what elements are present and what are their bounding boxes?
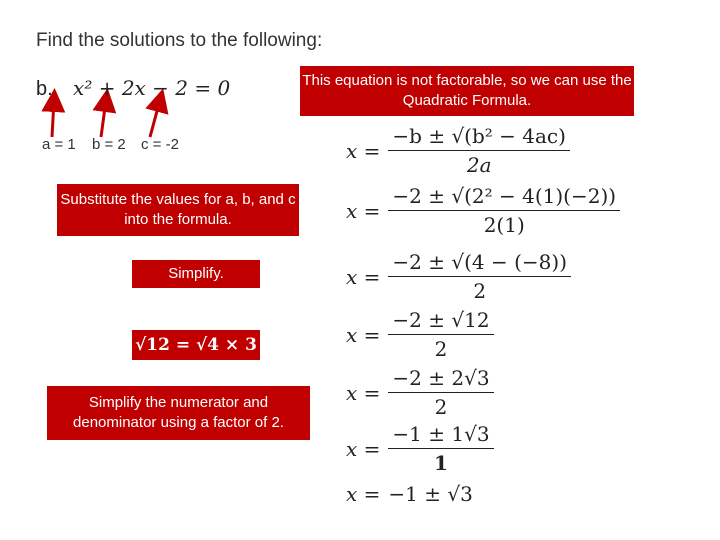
step-lhs: x = [346, 380, 381, 405]
step-denominator: 2 [473, 279, 487, 303]
note-substitute: Substitute the values for a, b, and c into the formula. [57, 184, 299, 236]
equation-text: x² + 2x − 2 = 0 [73, 76, 231, 100]
step-lhs: x = [346, 322, 381, 347]
step-3 [346, 250, 571, 303]
step-denominator: 1 [434, 451, 448, 475]
step-denominator: 2 [434, 395, 448, 419]
step-lhs: x = [346, 264, 381, 289]
step-numerator: −2 ± √(4 − (−8)) [388, 250, 571, 277]
page-title: Find the solutions to the following: [36, 30, 323, 51]
step-lhs: x = [346, 436, 381, 461]
step-denominator: 2(1) [483, 213, 525, 237]
step-5 [346, 366, 494, 419]
problem-equation [36, 76, 230, 101]
step-denominator: 2a [466, 153, 492, 177]
note-not-factorable: This equation is not factorable, so we can use the Quadratic Formula. [300, 66, 634, 116]
step-expression: −1 ± √3 [388, 482, 473, 506]
step-numerator: −2 ± 2√3 [388, 366, 493, 393]
step-7 [346, 482, 473, 506]
step-lhs: x = [346, 198, 381, 223]
step-6 [346, 422, 494, 475]
step-numerator: −2 ± √(2² − 4(1)(−2)) [388, 184, 620, 211]
arrow-b [101, 100, 106, 137]
step-lhs: x = [346, 138, 381, 163]
step-numerator: −2 ± √12 [388, 308, 493, 335]
arrow-c [150, 100, 160, 137]
step-denominator: 2 [434, 337, 448, 361]
coef-c: c = -2 [141, 136, 179, 153]
step-lhs: x = [346, 482, 381, 506]
coef-a: a = 1 [42, 136, 76, 153]
arrow-a [52, 100, 54, 137]
problem-label: b. [36, 78, 53, 100]
coef-b: b = 2 [92, 136, 126, 153]
note-simplify-factor: Simplify the numerator and denominator using a factor of 2. [47, 386, 310, 440]
step-4 [346, 308, 494, 361]
note-sqrt-identity: √12 = √4 × 3 [132, 330, 260, 360]
note-simplify: Simplify. [132, 260, 260, 288]
step-numerator: −1 ± 1√3 [388, 422, 493, 449]
step-2 [346, 184, 620, 237]
step-1 [346, 124, 570, 177]
step-numerator: −b ± √(b² − 4ac) [388, 124, 570, 151]
